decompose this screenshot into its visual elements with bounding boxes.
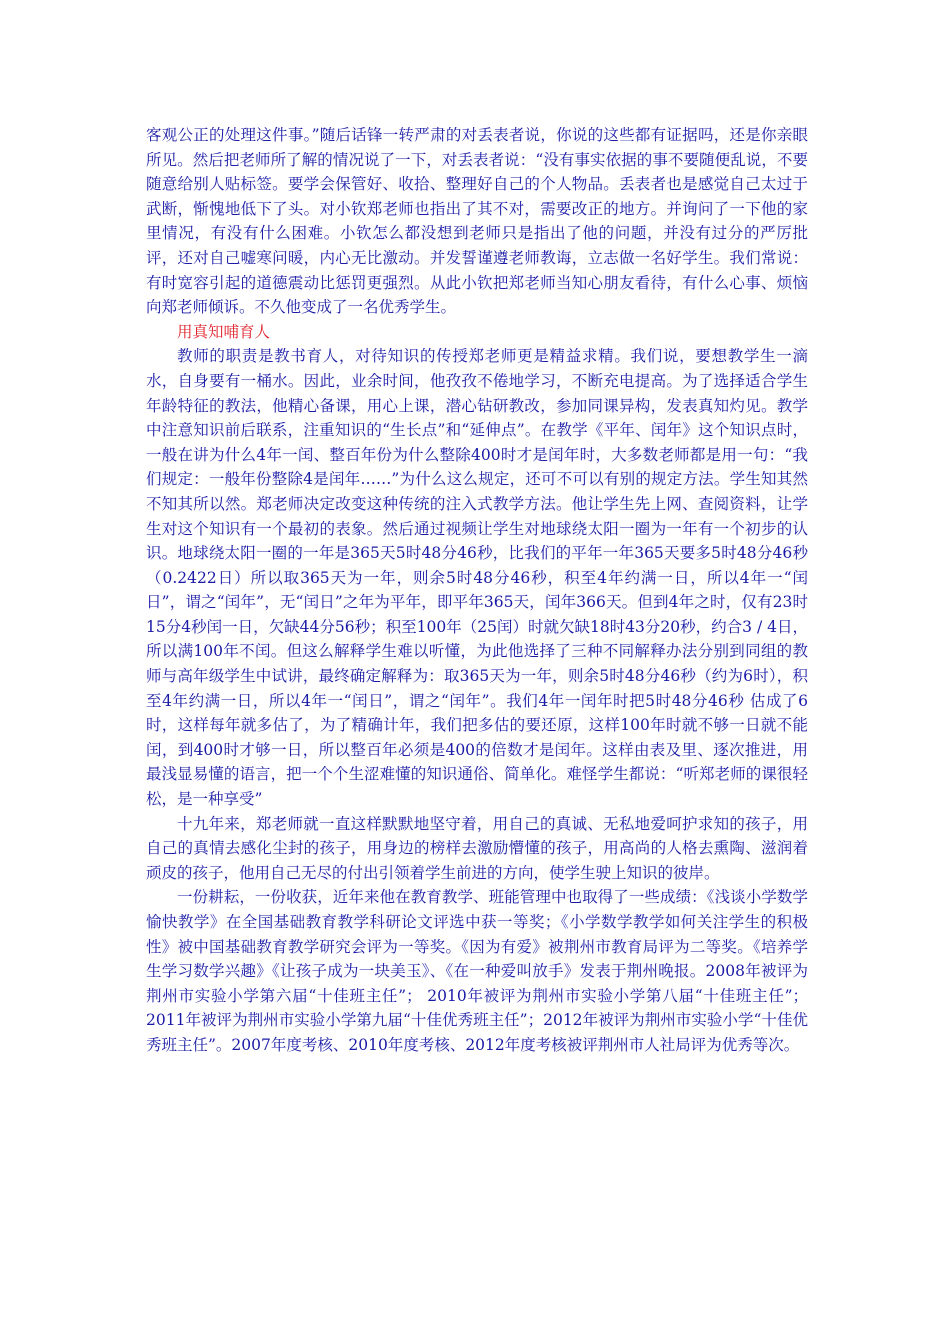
paragraph-continuation: 客观公正的处理这件事。”随后话锋一转严肃的对丢表者说，你说的这些都有证据吗，还是你亲眼所见。然后把老师所了解的情况说了一下，对丢表者说：“没有事实依据的事不要随便乱说，不要随意给别人贴标签。要学会保管好、收拾、整理好自己的个人物品。丢表者也是感觉自己太过于武断，惭愧地低下了头。对小钦郑老师也指出了其不对，需要改正的地方。并询问了一下他的家里情况，有没有什么困难。小钦怎么都没想到老师只是指出了他的问题，并没有过分的严厉批评，还对自己嘘寒问暖，内心无比激动。并发誓谨遵老师教诲，立志做一名好学生。我们常说：有时宽容引起的道德震动比惩罚更强烈。从此小钦把郑老师当知心朋友看待，有什么心事、烦恼向郑老师倾诉。不久他变成了一名优秀学生。 bbox=[146, 126, 808, 317]
paragraph-nineteen-years: 十九年来，郑老师就一直这样默默地坚守着，用自己的真诚、无私地爱呵护求知的孩子，用自己的真情去感化尘封的孩子，用身边的榜样去激励懵懂的孩子，用高尚的人格去熏陶、滋润着顽皮的孩子，他用自己无尽的付出引领着学生前进的方向，使学生驶上知识的彼岸。 bbox=[146, 814, 808, 882]
paragraph-leap-year-teaching: 教师的职责是教书育人，对待知识的传授郑老师更是精益求精。我们说，要想教学生一滴水，自身要有一桶水。因此，业余时间，他孜孜不倦地学习，不断充电提高。为了选择适合学生年龄特征的教法，他精心备课，用心上课，潜心钻研教改，参加同课异构，发表真知灼见。教学中注意知识前后联系，注重知识的“生长点”和“延伸点”。在教学《平年、闰年》这个知识点时，一般在讲为什么4年一闰、整百年份为什么整除400时才是闰年时，大多数老师都是用一句：“我们规定：一般年份整除4是闰年……”为什么这么规定，还可不可以有别的规定方法。学生知其然不知其所以然。郑老师决定改变这种传统的注入式教学方法。他让学生先上网、查阅资料，让学生对这个知识有一个最初的表象。然后通过视频让学生对地球绕太阳一圈为一年有一个初步的认识。地球绕太阳一圈的一年是365天5时48分46秒，比我们的平年一年365天要多5时48分46秒（0.2422日）所以取365天为一年，则余5时48分46秒，积至4年约满一日，所以4年一“闰日”，谓之“闰年”，无“闰日”之年为平年，即平年365天，闰年366天。但到4年之时，仅有23时15分4秒闰一日，欠缺44分56秒；积至100年（25闰）时就欠缺18时43分20秒，约合3 / 4日，所以满100年不闰。但这么解释学生难以听懂，为此他选择了三种不同解释办法分别到同组的教师与高年级学生中试讲，最终确定解释为：取365天为一年，则余5时48分46秒（约为6时），积至4年约满一日，所以4年一“闰日”，谓之“闰年”。我们4年一闰年时把5时48分46秒 估成了6时，这样每年就多估了，为了精确计年，我们把多估的要还原，这样100年时就不够一日就不能闰，到400时才够一日，所以整百年必须是400的倍数才是闰年。这样由表及里、逐次推进，用最浅显易懂的语言，把一个个生涩难懂的知识通俗、简单化。难怪学生都说：“听郑老师的课很轻松，是一种享受” bbox=[146, 347, 808, 809]
paragraph-achievements: 一份耕耘，一份收获，近年来他在教育教学、班能管理中也取得了一些成绩：《浅谈小学数学愉快教学》在全国基础教育教学科研论文评选中获一等奖；《小学数学教学如何关注学生的积极性》被中国基础教育教学研究会评为一等奖。《因为有爱》被荆州市教育局评为二等奖。《培养学生学习数学兴趣》《让孩子成为一块美玉》、《在一种爱叫放手》发表于荆州晚报。2008年被评为荆州市实验小学第六届“十佳班主任”； 2010年被评为荆州市实验小学第八届“十佳班主任”；2011年被评为荆州市实验小学第九届“十佳优秀班主任”；2012年被评为荆州市实验小学“十佳优秀班主任”。2007年度考核、2010年度考核、2012年度考核被评荆州市人社局评为优秀等次。 bbox=[146, 888, 808, 1054]
section-heading: 用真知哺育人 bbox=[177, 322, 271, 341]
document-page bbox=[146, 123, 808, 1058]
